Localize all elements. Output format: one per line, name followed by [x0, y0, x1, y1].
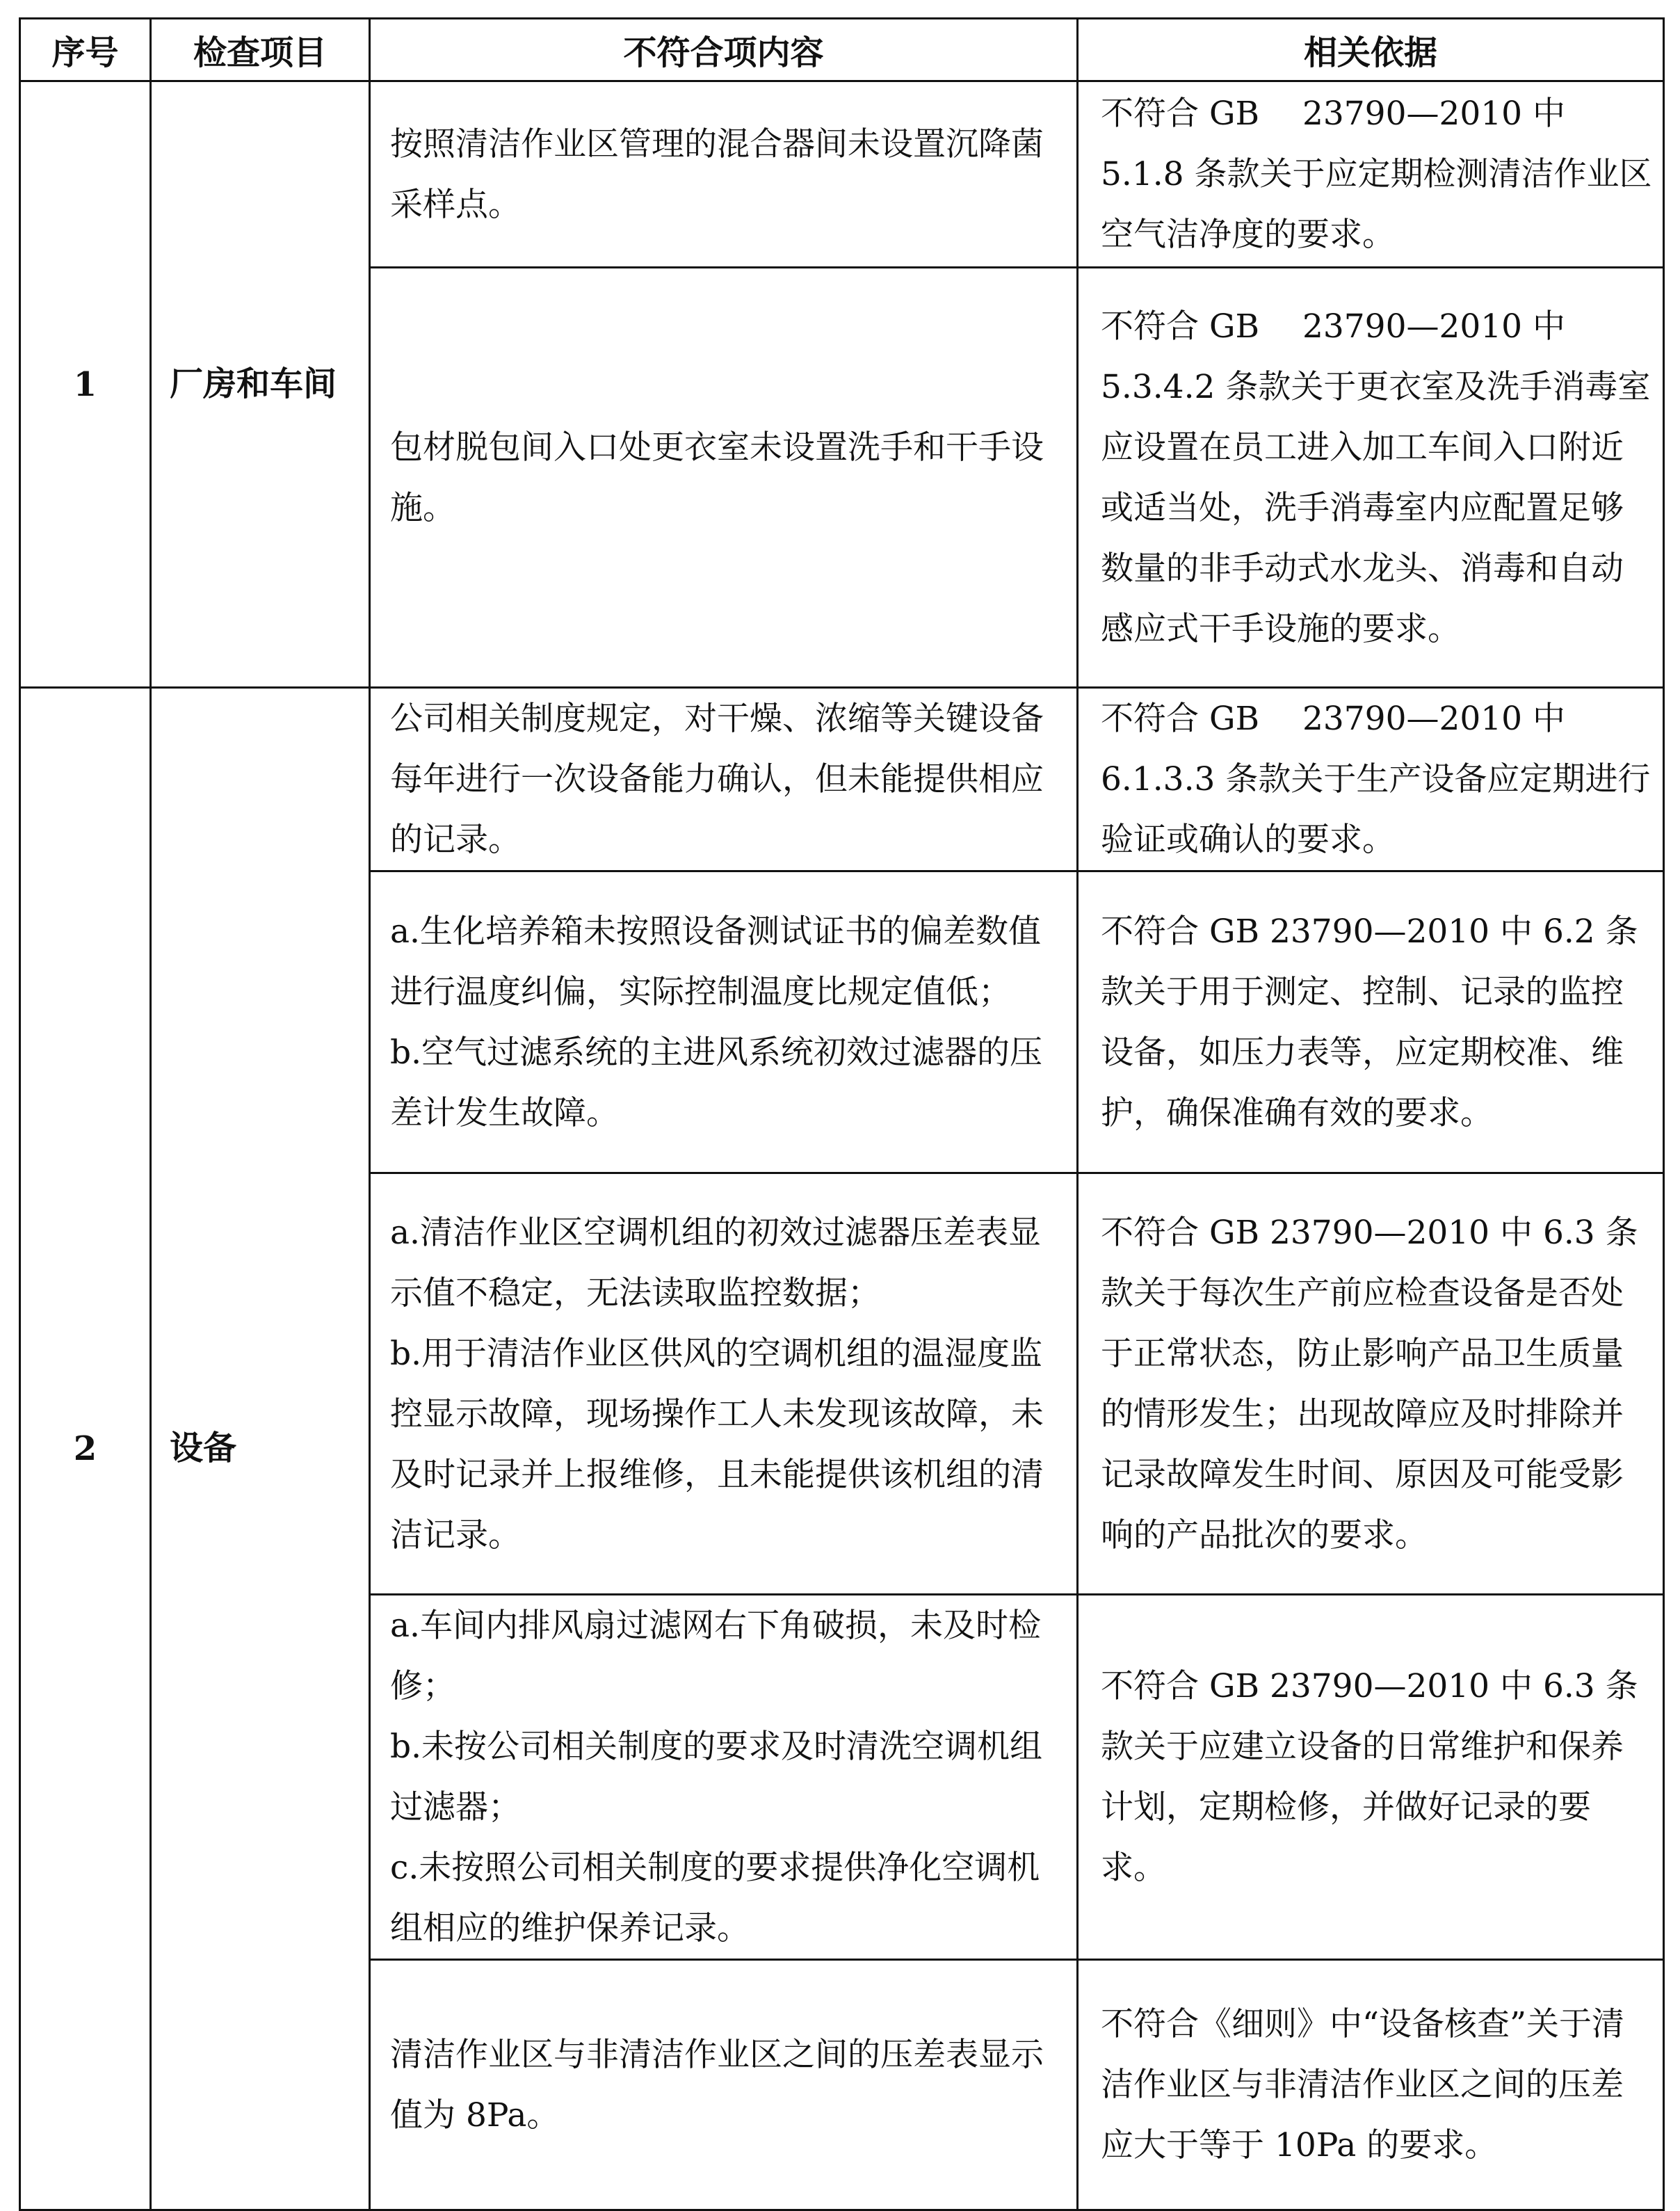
basis-text: 不符合 GB 23790—2010 中 5.1.8 条款关于应定期检测清洁作业区空气洁净度的要求。 [1078, 81, 1664, 268]
nonconformity-content: 按照清洁作业区管理的混合器间未设置沉降菌采样点。 [370, 81, 1078, 268]
basis-text: 不符合 GB 23790—2010 中 6.3 条款关于应建立设备的日常维护和保养计划，定期检修，并做好记录的要求。 [1078, 1595, 1664, 1960]
group-item: 厂房和车间 [151, 81, 370, 688]
nonconformity-content: a.清洁作业区空调机组的初效过滤器压差表显示值不稳定，无法读取监控数据； b.用于清洁作业区供风的空调机组的温湿度监控显示故障，现场操作工人未发现该故障，未及时记录并上报维修，且未能提供该机组的清洁记录。 [370, 1173, 1078, 1595]
table-row [20, 81, 1664, 268]
table-row [20, 688, 1664, 871]
basis-text: 不符合《细则》中“设备核查”关于清洁作业区与非清洁作业区之间的压差应大于等于 10Pa 的要求。 [1078, 1960, 1664, 2210]
nonconformity-content: 公司相关制度规定，对干燥、浓缩等关键设备每年进行一次设备能力确认，但未能提供相应的记录。 [370, 688, 1078, 871]
basis-text: 不符合 GB 23790—2010 中 6.2 条款关于用于测定、控制、记录的监控设备，如压力表等，应定期校准、维护，确保准确有效的要求。 [1078, 871, 1664, 1173]
basis-text: 不符合 GB 23790—2010 中 6.3 条款关于每次生产前应检查设备是否处于正常状态，防止影响产品卫生质量的情形发生；出现故障应及时排除并记录故障发生时间、原因及可能受影响的产品批次的要求。 [1078, 1173, 1664, 1595]
basis-text: 不符合 GB 23790—2010 中 5.3.4.2 条款关于更衣室及洗手消毒室应设置在员工进入加工车间入口附近或适当处，洗手消毒室内应配置足够数量的非手动式水龙头、消毒和自动感应式干手设施的要求。 [1078, 268, 1664, 688]
nonconformity-content: a.生化培养箱未按照设备测试证书的偏差数值进行温度纠偏，实际控制温度比规定值低； b.空气过滤系统的主进风系统初效过滤器的压差计发生故障。 [370, 871, 1078, 1173]
group-index: 1 [20, 81, 151, 688]
inspection-findings-table [19, 17, 1665, 2211]
nonconformity-content: 清洁作业区与非清洁作业区之间的压差表显示值为 8Pa。 [370, 1960, 1078, 2210]
group-index: 2 [20, 688, 151, 2210]
nonconformity-content: a.车间内排风扇过滤网右下角破损，未及时检修； b.未按公司相关制度的要求及时清洗空调机组过滤器； c.未按照公司相关制度的要求提供净化空调机组相应的维护保养记录。 [370, 1595, 1078, 1960]
basis-text: 不符合 GB 23790—2010 中 6.1.3.3 条款关于生产设备应定期进行验证或确认的要求。 [1078, 688, 1664, 871]
group-item: 设备 [151, 688, 370, 2210]
header-inspection-item: 检查项目 [151, 19, 370, 81]
nonconformity-content: 包材脱包间入口处更衣室未设置洗手和干手设施。 [370, 268, 1078, 688]
header-index: 序号 [20, 19, 151, 81]
header-row [20, 19, 1664, 81]
header-nonconformity-content: 不符合项内容 [370, 19, 1078, 81]
header-basis: 相关依据 [1078, 19, 1664, 81]
